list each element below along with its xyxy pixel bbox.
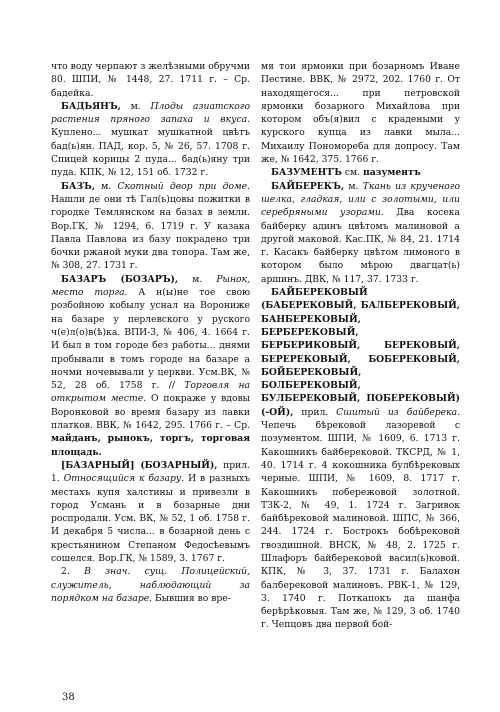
cross-reference: пазументъ xyxy=(362,167,421,179)
left-column xyxy=(51,60,250,632)
page-number: 38 xyxy=(62,692,75,703)
definition: Полицейский, служитель, наблюдающий за порядком на базаре. xyxy=(51,566,250,604)
definition: Торговля на открытом месте. xyxy=(51,380,250,405)
entry-text: И в разныхъ местахъ купя халстины и привезли в город Усмань и в бозарные дни роспродали. Усм. ВК, № 52, 1 об. 1758 г. И декабря 5 числа... в бозарной день с крестьянином Степаном Федосѣевымъ сошелся. Вор.ГК, № 1589, 3. 1767 г. xyxy=(51,473,250,564)
definition: Плоды азиатского растения пряного запаха и вкуса. xyxy=(51,100,250,126)
entry-continuation xyxy=(261,60,460,166)
grammar-label: прил. xyxy=(293,406,337,418)
entry-continuation xyxy=(51,60,250,100)
entry-text: Куплено... мушкат мушкатной цвѣтъ бад(ь)ян. ПАД, кор. 5, № 26, 57. 1708 г. Спицей корицы 2 пуда... бад(ь)яну три пуда. КПК, № 12, 151 об. 1732 г. xyxy=(51,127,250,179)
grammar-label: м. xyxy=(94,180,118,192)
entry-bazar xyxy=(51,273,250,459)
entry-text: А н(ы)не тое свою розбойною кобылу уснал на Ворониже на базаре у перлевского у руского ч(е)л(о)в(ѣ)ка. ВПИ-3, № 406, 4. 1664 г. И был в том городе без работы... днями пробывали в томъ городе на базаре а ночми ночевывали у церкви. Усм.ВК, № 52, 28 об. 1758 г. // xyxy=(51,287,250,392)
entry-bayberek xyxy=(261,180,460,286)
entry-text: Бывшия во вре- xyxy=(152,592,231,604)
entry-text: О покраже у вдовы Воронковой во время базару из лавки платков. ВВК, № 1642, 295. 1766 г. – Ср. xyxy=(51,393,250,432)
grammar-label: прил. 1. xyxy=(51,459,250,485)
headword: БАЗЪ, xyxy=(61,180,95,192)
entry-badyan xyxy=(51,100,250,180)
definition: Ткань из крученого шелка, гладкая, или с золотыми, или серебряными узорами. xyxy=(261,180,460,219)
grammar-label: м. xyxy=(120,100,151,112)
cross-reference: майданъ, рынокъ, торгъ, торговая площадь. xyxy=(51,433,250,458)
grammar-label: м. xyxy=(178,273,217,285)
sense-number: 2. xyxy=(61,566,85,578)
entry-baz xyxy=(51,180,250,273)
definition: Скотный двор при доме. xyxy=(117,180,250,192)
entry-text: мя тои ярмонки при бозарномъ Иване Пестине. ВВК, № 2972, 202. 1760 г. От находящегося... при петровской ярмонки бозарного Михайлова при котором объ(я)вил с крадеными у курского купца из лавки мыла... Михаилу Пономореба для допросу. Там же, № 1642, 375. 1766 г. xyxy=(261,61,460,166)
entry-bayberekovyi xyxy=(261,286,460,632)
entry-text: Два косека байберку адинъ цвѣтомъ малиновой а другой маковой. Кас.ПК, № 84, 21. 1714 г. Касакъ байберку цвѣтом лимоного в котором было мѣрою двагцат(ь) аршинъ. ДВК, № 117, 37. 1733 г. xyxy=(261,207,460,285)
entry-text: что воду черпают з желѣзными обручми 80. ШПИ, № 1448, 27. 1711 г. – Ср. бадейка. xyxy=(51,61,250,99)
entry-bazarnyi-sense-2 xyxy=(51,565,250,605)
entry-bazument xyxy=(261,166,460,179)
grammar-label: В знач. сущ. xyxy=(84,566,182,578)
headword: БАЗУМЕНТЪ xyxy=(271,167,342,179)
definition: Рынок, место торга. xyxy=(51,273,250,299)
headword: [БАЗАРНЫЙ] (БОЗАРНЫЙ), xyxy=(61,459,218,471)
headword: БАДЬЯНЪ, xyxy=(61,100,121,112)
grammar-label: м. xyxy=(344,180,363,192)
entry-text: Нашли де они тѣ Гал(ь)цовы пожитки в городке Темлянском на базах в земли. Вор.ГК, № 1294, 6. 1719 г. У казака Павла Павлова из базу покрадено три бочки ржаной муки два топора. Там же, № 308, 27. 1731 г. xyxy=(51,193,250,272)
headword: БАЙБЕРЕКЪ, xyxy=(271,180,345,192)
headword: БАЗАРЪ (БОЗАРЪ), xyxy=(61,273,179,285)
two-column-layout xyxy=(51,60,480,632)
definition: Сшитый из байберека. xyxy=(336,406,460,418)
entry-text: Чепечь бѣрековой лазоревой с позументом. ШПИ, № 1609, 6. 1713 г. Какошникъ байберековой. ТКСРД, № 1, 40. 1714 г. 4 кокошника булбѣрековых черные. ШПИ, № 1609, 8. 1717 г. Какошникъ побережовой золотной. ТЗК-2, № 49, 1. 1724 г. Загривок байбѣрековой малиновой. ШПС, № 366, 244. 1724 г. Бострокъ бобѣрековой гвоздишной. ВНСК, № 48, 2. 1725 г. Шлафоръ байберековой васил(ь)ковой. КПК, № 3, 37. 1731 г. Балахон балберековой малиновъ. РВК-1, № 129, 3. 1740 г. Поткапокъ да шанфа берѣрѣковыя. Там же, № 129, 3 об. 1740 г. Чепцовъ два первой бой- xyxy=(261,420,460,631)
right-column xyxy=(261,60,460,632)
entry-bazarnyi xyxy=(51,459,250,565)
entry-text: см. xyxy=(341,167,363,179)
headword: БАЙБЕРЕКОВЫЙ (БАБЕРЕКОВЫЙ, БАЛБЕРЕКОВЫЙ, БАНБЕРЕКОВЫЙ, БЕРБЕРЕКОВЫЙ, БЕРБЕРИКОВЫЙ, БЕРЕКОВЫЙ, БЕРЕРЕКОВЫЙ, БОБЕРЕКОВЫЙ, БОЙБЕРЕКОВЫЙ, БОЛБЕРЕКОВЫЙ, БУЛБЕРЕКОВЫЙ, ПОБЕРЕКОВЫЙ) (-ОЙ), xyxy=(261,287,460,418)
definition: Относящийся к базару. xyxy=(63,473,185,485)
